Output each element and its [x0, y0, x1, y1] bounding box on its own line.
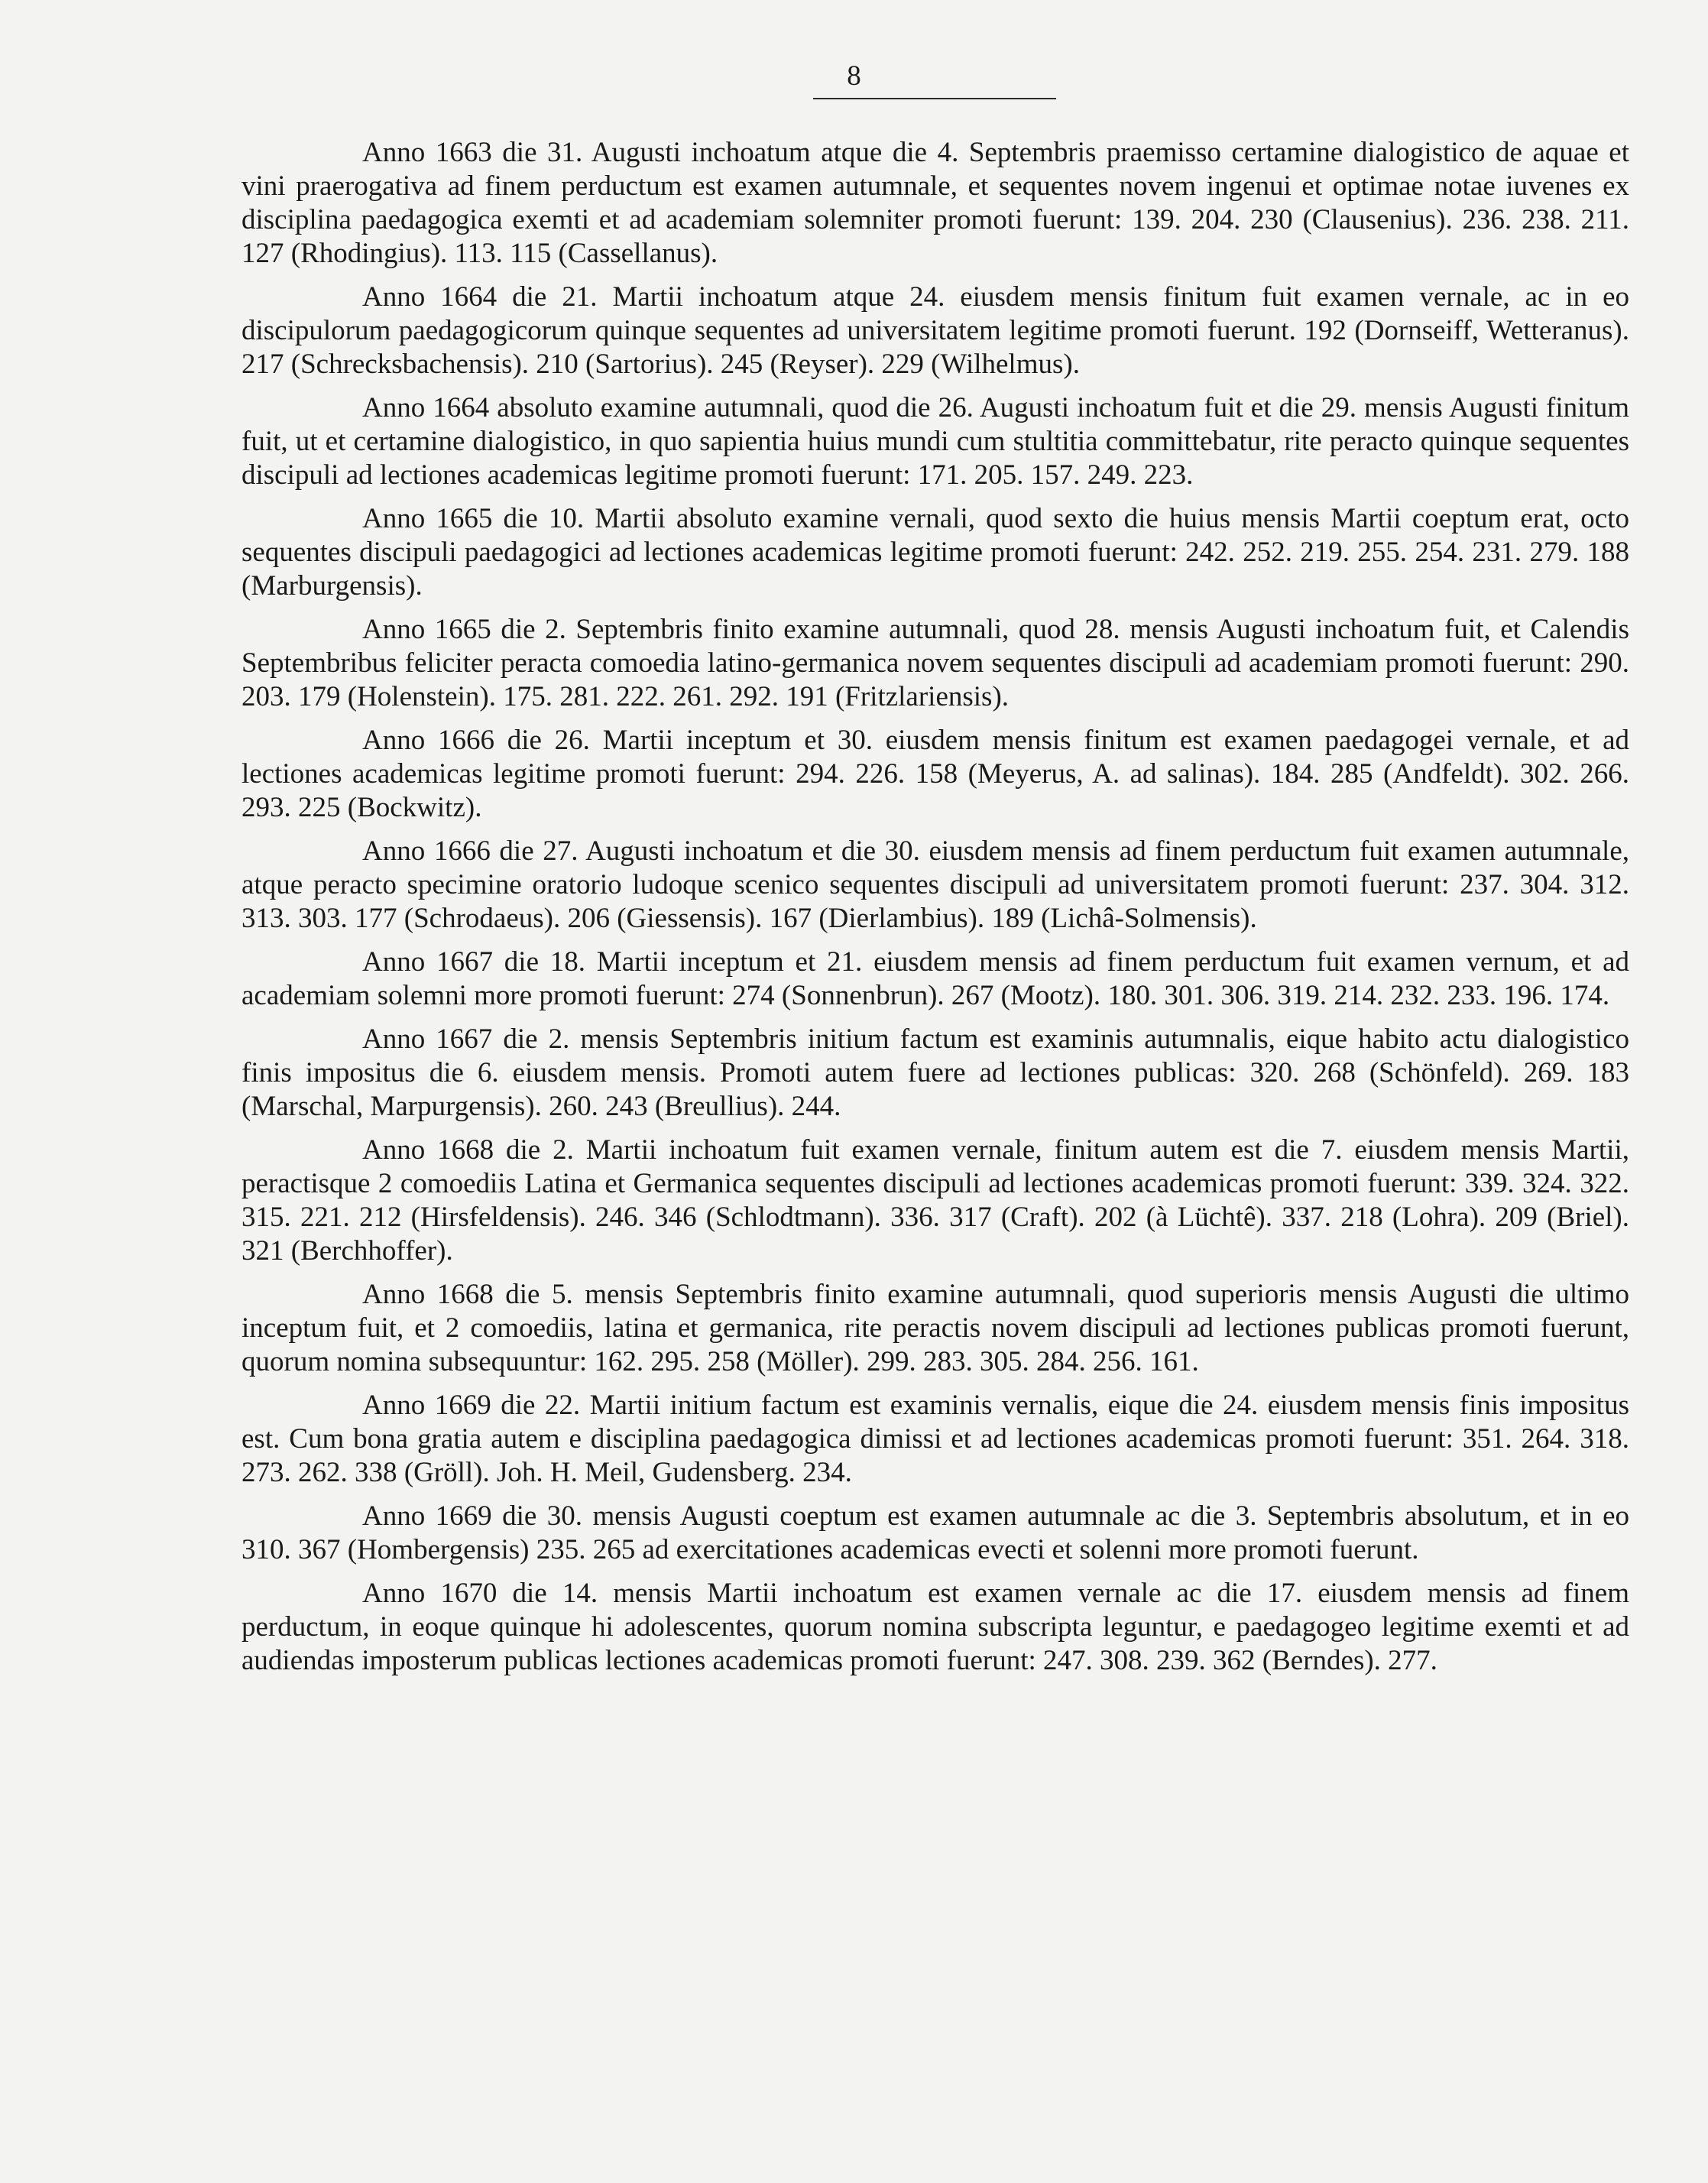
- paragraph: Anno 1668 die 5. mensis Septembris finito examine autumnali, quod superioris mensis Augusti die ultimo inceptum fuit, et 2 comoediis, latina et germanica, rite peractis novem discipuli ad lectiones publicas promoti fuerunt, quorum nomina subsequuntur: 162. 295. 258 (Möller). 299. 283. 305. 284. 256. 161.: [241, 1279, 1629, 1377]
- page-number-rule: [813, 98, 1056, 99]
- paragraph: Anno 1665 die 2. Septembris finito examine autumnali, quod 28. mensis Augusti inchoatum fuit, et Calendis Septembribus feliciter peracta comoedia latino-germanica novem sequentes discipuli ad academiam promoti fuerunt: 290. 203. 179 (Holenstein). 175. 281. 222. 261. 292. 191 (Fritzlariensis).: [241, 614, 1629, 712]
- paragraph: Anno 1666 die 26. Martii inceptum et 30. eiusdem mensis finitum est examen paedagogei vernale, et ad lectiones academicas legitime promoti fuerunt: 294. 226. 158 (Meyerus, A. ad salinas). 184. 285 (Andfeldt). 302. 266. 293. 225 (Bockwitz).: [241, 725, 1629, 823]
- paragraph: Anno 1668 die 2. Martii inchoatum fuit examen vernale, finitum autem est die 7. eiusdem mensis Martii, peractisque 2 comoediis Latina et Germanica sequentes discipuli ad lectiones academicas promoti fuerunt: 339. 324. 322. 315. 221. 212 (Hirsfeldensis). 246. 346 (Schlodtmann). 336. 317 (Craft). 202 (à Lüchtê). 337. 218 (Lohra). 209 (Briel). 321 (Berchhoffer).: [241, 1134, 1629, 1267]
- paragraph: Anno 1664 absoluto examine autumnali, quod die 26. Augusti inchoatum fuit et die 29. mensis Augusti finitum fuit, ut et certamine dialogistico, in quo sapientia huius mundi cum stultitia committebatur, rite peracto quinque sequentes discipuli ad lectiones academicas legitime promoti fuerunt: 171. 205. 157. 249. 223.: [241, 392, 1629, 491]
- document-body: [241, 136, 1629, 1688]
- paragraph: Anno 1669 die 22. Martii initium factum est examinis vernalis, eique die 24. eiusdem mensis finis impositus est. Cum bona gratia autem e disciplina paedagogica dimissi et ad lectiones academicas promoti fuerunt: 351. 264. 318. 273. 262. 338 (Gröll). Joh. H. Meil, Gudensberg. 234.: [241, 1390, 1629, 1488]
- paragraph: Anno 1663 die 31. Augusti inchoatum atque die 4. Septembris praemisso certamine dialogistico de aquae et vini praerogativa ad finem perductum est examen autumnale, et sequentes novem ingenui et optimae notae iuvenes ex disciplina paedagogica exemti et ad academiam solemniter promoti fuerunt: 139. 204. 230 (Clausenius). 236. 238. 211. 127 (Rhodingius). 113. 115 (Cassellanus).: [241, 137, 1629, 269]
- paragraph: Anno 1670 die 14. mensis Martii inchoatum est examen vernale ac die 17. eiusdem mensis ad finem perductum, in eoque quinque hi adolescentes, quorum nomina subscripta leguntur, e paedagogeo legitime exemti et ad audiendas imposterum publicas lectiones academicas promoti fuerunt: 247. 308. 239. 362 (Berndes). 277.: [241, 1578, 1629, 1676]
- paragraph: Anno 1667 die 18. Martii inceptum et 21. eiusdem mensis ad finem perductum fuit examen vernum, et ad academiam solemni more promoti fuerunt: 274 (Sonnenbrun). 267 (Mootz). 180. 301. 306. 319. 214. 232. 233. 196. 174.: [241, 946, 1629, 1011]
- paragraph: Anno 1667 die 2. mensis Septembris initium factum est examinis autumnalis, eique habito actu dialogistico finis impositus die 6. eiusdem mensis. Promoti autem fuere ad lectiones publicas: 320. 268 (Schönfeld). 269. 183 (Marschal, Marpurgensis). 260. 243 (Breullius). 244.: [241, 1023, 1629, 1122]
- page-number: 8: [847, 60, 861, 92]
- paragraph: Anno 1665 die 10. Martii absoluto examine vernali, quod sexto die huius mensis Martii coeptum erat, octo sequentes discipuli paedagogici ad lectiones academicas legitime promoti fuerunt: 242. 252. 219. 255. 254. 231. 279. 188 (Marburgensis).: [241, 503, 1629, 602]
- paragraph: Anno 1664 die 21. Martii inchoatum atque 24. eiusdem mensis finitum fuit examen vernale, ac in eo discipulorum paedagogicorum quinque sequentes ad universitatem legitime promoti fuerunt. 192 (Dornseiff, Wetteranus). 217 (Schrecksbachensis). 210 (Sartorius). 245 (Reyser). 229 (Wilhelmus).: [241, 281, 1629, 380]
- paragraph: Anno 1666 die 27. Augusti inchoatum et die 30. eiusdem mensis ad finem perductum fuit examen autumnale, atque peracto specimine oratorio ludoque scenico sequentes discipuli ad universitatem promoti fuerunt: 237. 304. 312. 313. 303. 177 (Schrodaeus). 206 (Giessensis). 167 (Dierlambius). 189 (Lichâ-Solmensis).: [241, 835, 1629, 934]
- paragraph: Anno 1669 die 30. mensis Augusti coeptum est examen autumnale ac die 3. Septembris absolutum, et in eo 310. 367 (Hombergensis) 235. 265 ad exercitationes academicas evecti et solenni more promoti fuerunt.: [241, 1500, 1629, 1565]
